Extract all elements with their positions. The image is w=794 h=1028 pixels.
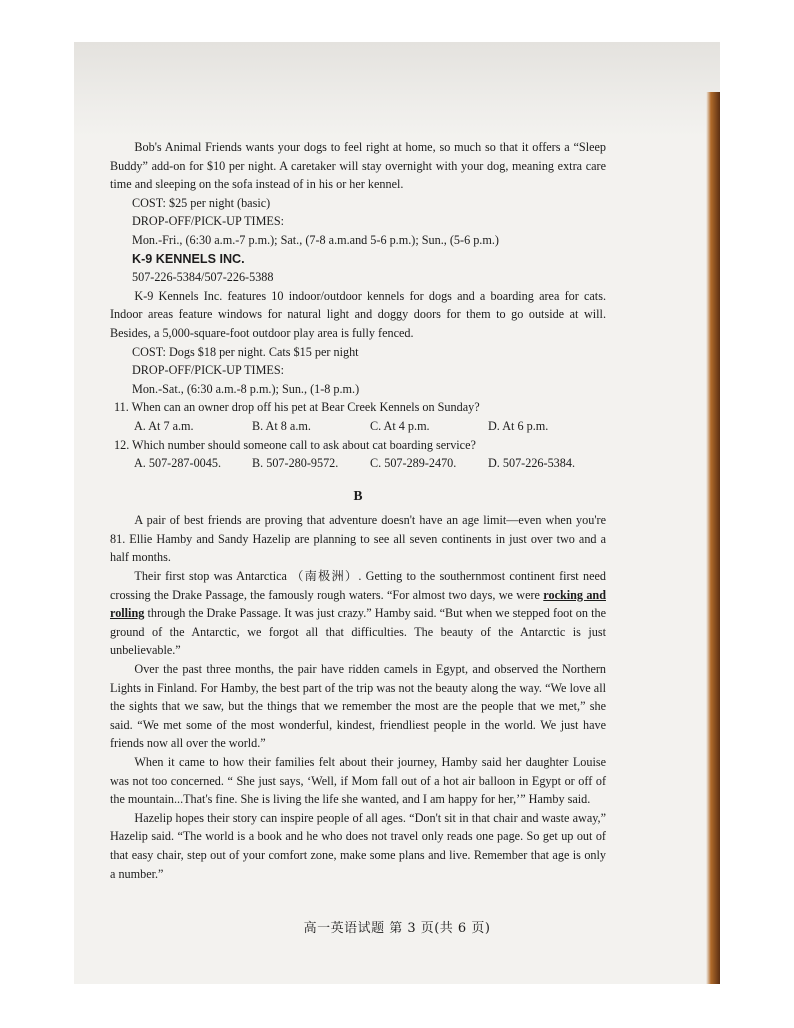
k9-description: K-9 Kennels Inc. features 10 indoor/outdoor kennels for dogs and a boarding area for cats. Indoor areas feature windows for natural light and doggy doors for them to go outside at will. Besides, a 5,000-square-foot outdoor play area is fully fenced. [110, 288, 606, 340]
paragraph-2-start: Their first stop was Antarctica （南极洲）. Getting to the southernmost continent first need crossing the Drake Passage, the famously rough waters. “For almost two days, we were [110, 569, 606, 602]
section-b-heading: B [353, 487, 363, 503]
page-content [110, 138, 606, 883]
k9-cost: COST: Dogs $18 per night. Cats $15 per night [132, 344, 359, 359]
question-11-stem: 11. When can an owner drop off his pet at Bear Creek Kennels on Sunday? [114, 400, 480, 415]
k9-heading: K-9 KENNELS INC. [132, 251, 245, 266]
underlined-phrase: rocking and rolling [110, 587, 606, 621]
bobs-times: Mon.-Fri., (6:30 a.m.-7 p.m.); Sat., (7-8 a.m.and 5-6 p.m.); Sun., (5-6 p.m.) [132, 232, 499, 247]
q11-option-a: A. At 7 a.m. [134, 418, 194, 433]
paragraph-2-end: through the Drake Passage. It was just crazy.” Hamby said. “But when we stepped foot on the ground of the Antarctic, we forgot all that difficulties. The beauty of the Antarctic is just unbelievable.” [110, 606, 606, 658]
q12-option-c: C. 507-289-2470. [370, 456, 457, 471]
section-b-paragraph-3: Over the past three months, the pair have ridden camels in Egypt, and observed the Northern Lights in Finland. For Hamby, the best part of the trip was not the beauty along the way. “We love all the sights that we saw, but the things that we remember the most are the people that we met,” she said. “We met some of the most wonderful, kindest, friendliest people in the world. We just have friends now all over the world.” [110, 662, 606, 751]
k9-phone: 507-226-5384/507-226-5388 [132, 270, 274, 285]
k9-times: Mon.-Sat., (6:30 a.m.-8 p.m.); Sun., (1-8 p.m.) [132, 381, 360, 396]
q11-option-b: B. At 8 a.m. [252, 418, 311, 433]
scan-top-shadow [74, 42, 720, 137]
bobs-description: Bob's Animal Friends wants your dogs to feel right at home, so much so that it offers a “Sleep Buddy” add-on for $10 per night. A caretaker will stay overnight with your dog, meaning extra care time and sleeping on the sofa instead of in his or her kennel. [110, 140, 606, 192]
k9-times-label: DROP-OFF/PICK-UP TIMES: [132, 363, 285, 378]
question-12-options [110, 454, 606, 473]
q12-option-b: B. 507-280-9572. [252, 456, 339, 471]
q12-option-a: A. 507-287-0045. [134, 456, 221, 471]
q12-option-d: D. 507-226-5384. [488, 456, 575, 471]
question-12-stem: 12. Which number should someone call to ask about cat boarding service? [114, 437, 476, 452]
question-11-options [110, 417, 606, 436]
bobs-times-label: DROP-OFF/PICK-UP TIMES: [132, 214, 285, 229]
q11-option-d: D. At 6 p.m. [488, 418, 549, 433]
section-b-paragraph-1: A pair of best friends are proving that adventure doesn't have an age limit—even when you're 81. Ellie Hamby and Sandy Hazelip are planning to see all seven continents in just over two and a half months. [110, 513, 606, 565]
q11-option-c: C. At 4 p.m. [370, 418, 430, 433]
section-b-paragraph-2 [110, 567, 606, 660]
bobs-cost: COST: $25 per night (basic) [132, 195, 271, 210]
scan-right-edge [706, 92, 720, 984]
section-b-paragraph-4: When it came to how their families felt about their journey, Hamby said her daughter Louise was not too concerned. “ She just says, ‘Well, if Mom fall out of a hot air balloon in Egypt or off of the mountain...That's fine. She is living the life she wanted, and I am happy for her,’” Hamby said. [110, 755, 606, 807]
section-b-paragraph-5: Hazelip hopes their story can inspire people of all ages. “Don't sit in that chair and waste away,” Hazelip said. “The world is a book and he who does not travel only reads one page. So get up out of that easy chair, step out of your comfort zone, make some plans and live. Remember that age is only a number.” [110, 810, 606, 881]
page-footer: 高一英语试题 第 3 页(共 6 页) [303, 921, 491, 936]
